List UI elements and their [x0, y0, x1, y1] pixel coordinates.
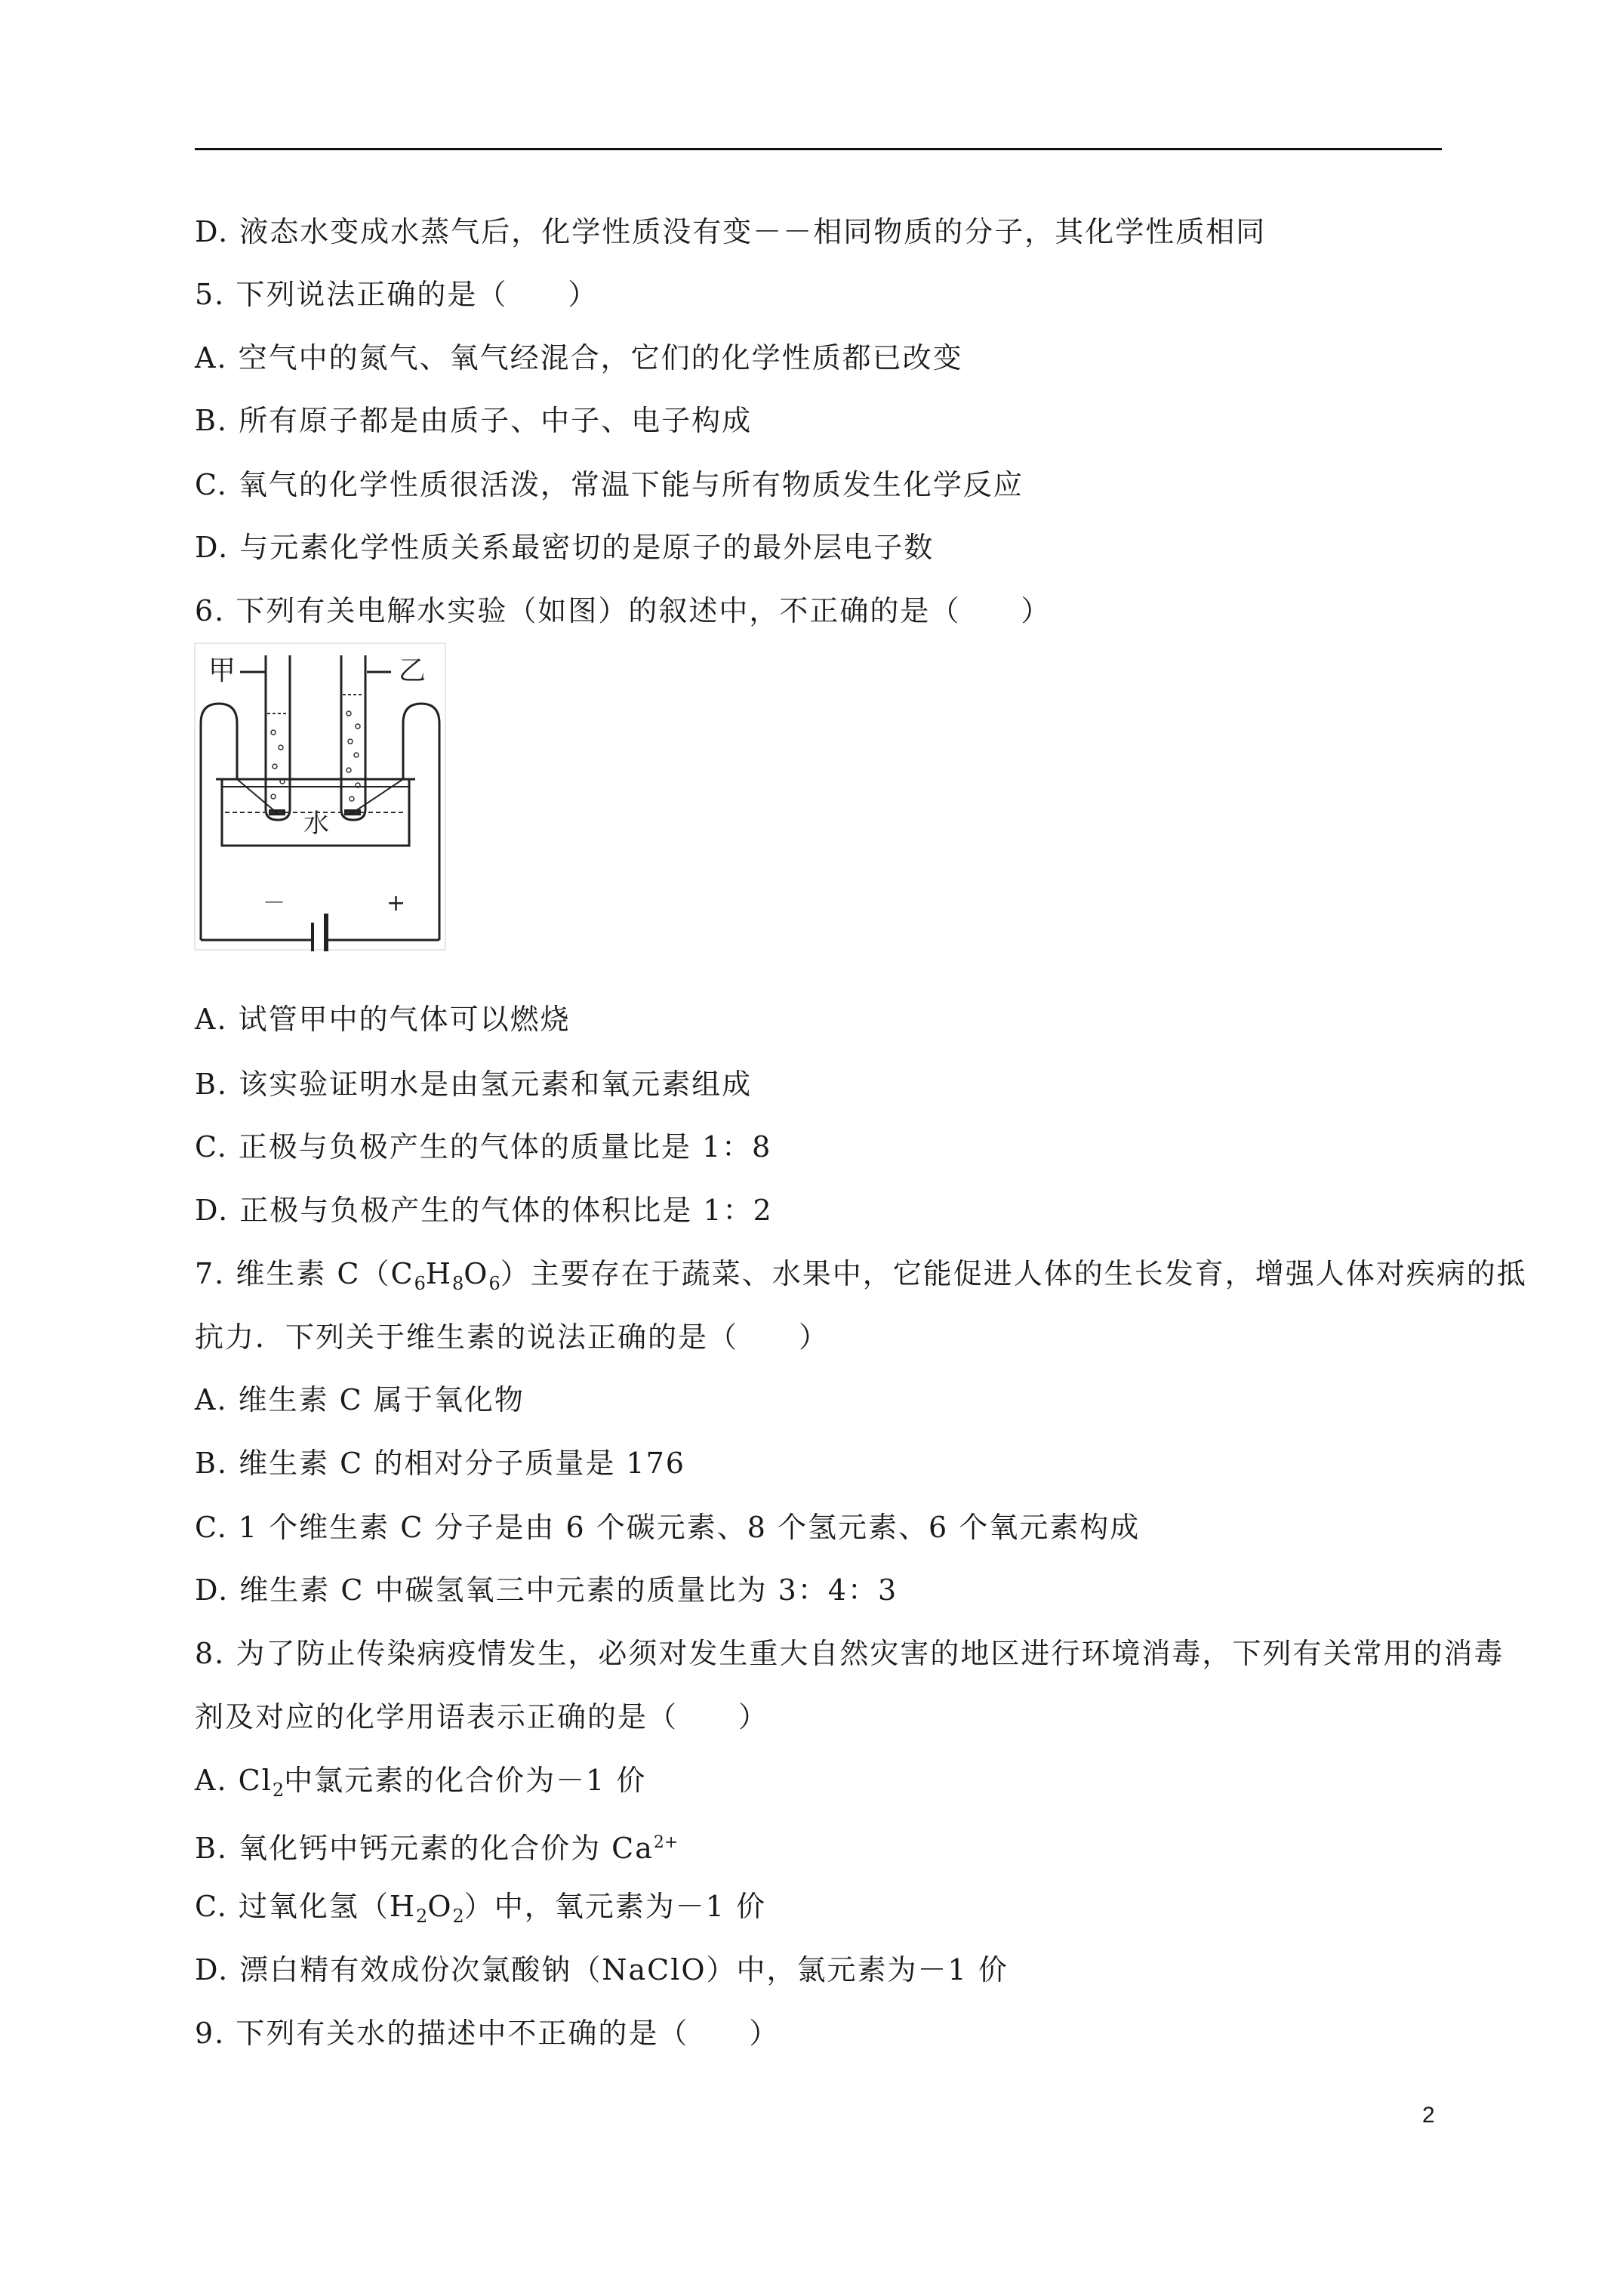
- diagram-label-positive: +: [387, 890, 406, 917]
- question-8-cont: 剂及对应的化学用语表示正确的是（ ）: [195, 1700, 769, 1734]
- option-8a: A. $Cl_2$中氯元素的化合价为－1 价: [195, 1764, 647, 1801]
- option-6b: B. 该实验证明水是由氢元素和氧元素组成: [195, 1068, 753, 1101]
- option-7c: C. 1 个维生素 C 分子是由 6 个碳元素、8 个氢元素、6 个氧元素构成: [195, 1511, 1141, 1544]
- option-5d: D. 与元素化学性质关系最密切的是原子的最外层电子数: [195, 531, 935, 564]
- option-7b: B. 维生素 C 的相对分子质量是 176: [195, 1447, 685, 1480]
- option-6c: C. 正极与负极产生的气体的质量比是 1：8: [195, 1130, 772, 1163]
- option-4d: D. 液态水变成水蒸气后，化学性质没有变－－相同物质的分子，其化学性质相同: [195, 215, 1267, 248]
- option-7a: A. 维生素 C 属于氧化物: [195, 1383, 525, 1416]
- option-5a: A. 空气中的氮气、氧气经混合，它们的化学性质都已改变: [195, 341, 963, 374]
- header-rule: [195, 148, 1442, 150]
- page-number: 2: [1422, 2103, 1435, 2128]
- question-7: 7. 维生素 $C(C_6H_8O_6)$主要存在于蔬菜、水果中，它能促进人体的生长发育，增强人体对疾病的抵: [195, 1257, 1527, 1294]
- option-6d: D. 正极与负极产生的气体的体积比是 1：2: [195, 1194, 773, 1227]
- option-5c: C. 氧气的化学性质很活泼，常温下能与所有物质发生化学反应: [195, 468, 1024, 501]
- diagram-label-water: 水: [303, 809, 329, 839]
- electrolysis-diagram: [193, 642, 447, 951]
- option-5b: B. 所有原子都是由质子、中子、电子构成: [195, 404, 753, 437]
- question-5: 5. 下列说法正确的是（ ）: [195, 278, 599, 311]
- question-8: 8. 为了防止传染病疫情发生，必须对发生重大自然灾害的地区进行环境消毒，下列有关常用的消毒: [195, 1637, 1504, 1670]
- question-9: 9. 下列有关水的描述中不正确的是（ ）: [195, 2017, 780, 2050]
- question-7-cont: 抗力．下列关于维生素的说法正确的是（ ）: [195, 1321, 830, 1354]
- diagram-label-jia: 甲: [208, 655, 236, 686]
- diagram-label-negative: －: [263, 890, 285, 917]
- option-8d: D. 漂白精有效成份次氯酸钠（NaClO）中，氯元素为－1 价: [195, 1953, 1009, 1986]
- diagram-label-yi: 乙: [399, 655, 427, 686]
- option-8c: C. 过氧化氢$(H_2O_2)$中，氧元素为－1 价: [195, 1890, 767, 1927]
- option-8b: B. 氧化钙中钙元素的化合价为 $Ca^{2+}$: [195, 1832, 679, 1865]
- option-6a: A. 试管甲中的气体可以燃烧: [195, 1003, 571, 1036]
- question-6: 6. 下列有关电解水实验（如图）的叙述中，不正确的是（ ）: [195, 594, 1052, 627]
- option-7d: D. 维生素 C 中碳氢氧三中元素的质量比为 3：4：3: [195, 1573, 898, 1607]
